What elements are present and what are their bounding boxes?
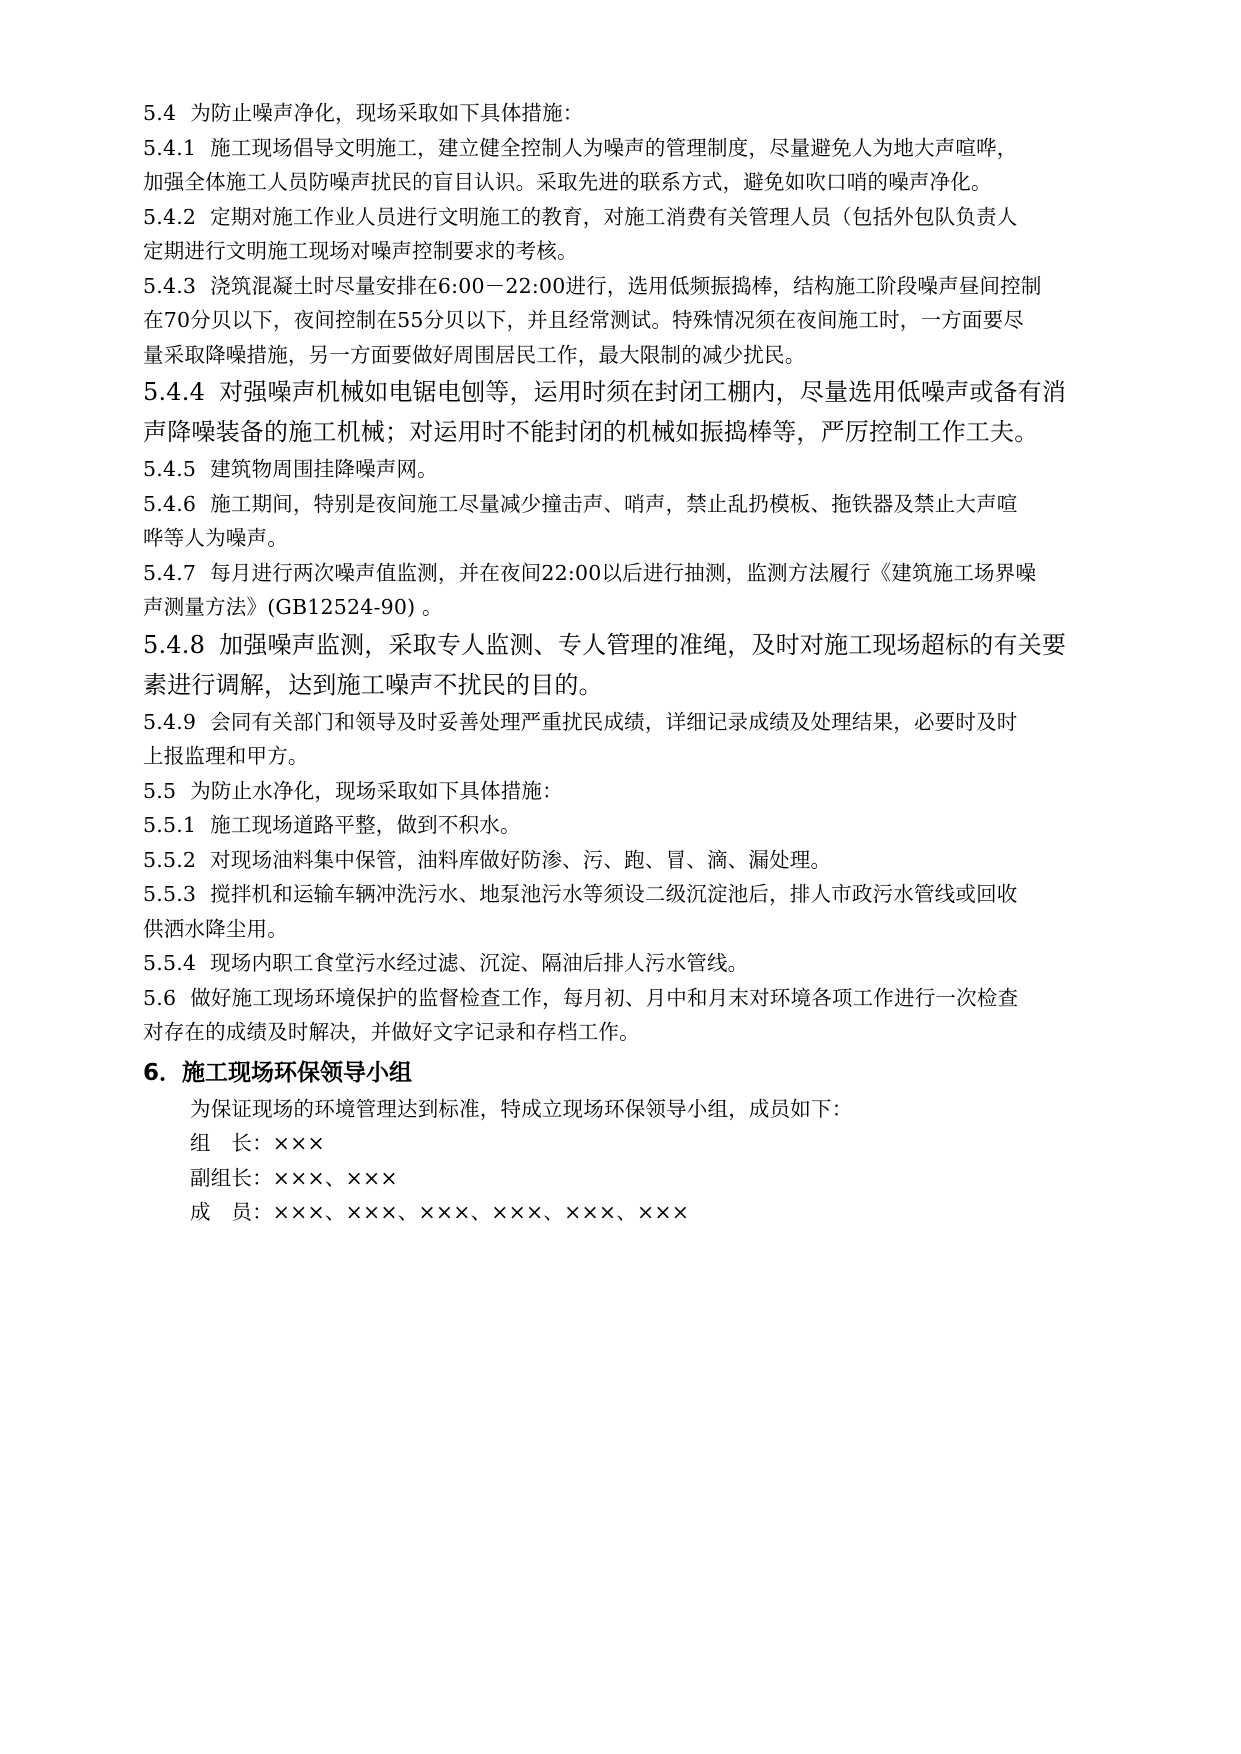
paragraph-5-5-2 bbox=[143, 843, 1195, 878]
paragraph-text: 加强噪声监测，采取专人监测、专人管理的准绳，及时对施工现场超标的有关要 bbox=[219, 630, 1067, 659]
paragraph-text: 会同有关部门和领导及时妥善处理严重扰民成绩，详细记录成绩及处理结果，必要时及时 bbox=[210, 709, 1018, 734]
paragraph-5-4-9 bbox=[143, 705, 1195, 774]
paragraph-5-4-1 bbox=[143, 131, 1195, 200]
paragraph-text: 每月进行两次噪声值监测，并在夜间22:00以后进行抽测，监测方法履行《建筑施工场界噪 bbox=[210, 560, 1037, 585]
deputy-leader: 副组长：×××、××× bbox=[190, 1165, 398, 1190]
section-number: 5.5 bbox=[143, 778, 177, 803]
paragraph-text: 加强全体施工人员防噪声扰民的盲目认识。采取先进的联系方式，避免如吹口哨的噪声净化。 bbox=[143, 170, 992, 194]
section-number: 5.4.9 bbox=[143, 709, 197, 734]
section-number: 5.4.2 bbox=[143, 204, 197, 229]
paragraph-text: 为防止水净化，现场采取如下具体措施： bbox=[190, 778, 563, 803]
section-number: 5.4.4 bbox=[143, 378, 206, 406]
section-6-body bbox=[143, 1092, 1195, 1230]
paragraph-text: 施工期间，特别是夜间施工尽量减少撞击声、哨声，禁止乱扔模板、拖铁器及禁止大声喧 bbox=[210, 491, 1018, 516]
section-number: 5.6 bbox=[143, 985, 177, 1010]
paragraph-text: 为防止噪声净化，现场采取如下具体措施： bbox=[190, 101, 584, 125]
paragraph-5-6 bbox=[143, 981, 1195, 1050]
group-leader: 组 长：××× bbox=[190, 1131, 325, 1155]
section-6-heading: 6．施工现场环保领导小组 bbox=[143, 1059, 413, 1086]
paragraph-text: 素进行调解，达到施工噪声不扰民的目的。 bbox=[143, 670, 603, 699]
section-number: 5.4 bbox=[143, 101, 177, 125]
paragraph-text: 上报监理和甲方。 bbox=[143, 744, 309, 768]
paragraph-text: 声测量方法》(GB12524-90) 。 bbox=[143, 595, 443, 619]
section-number: 5.4.1 bbox=[143, 135, 197, 160]
paragraph-text: 哗等人为噪声。 bbox=[143, 526, 288, 550]
section-number: 5.5.2 bbox=[143, 847, 197, 872]
paragraph-text: 施工现场道路平整，做到不积水。 bbox=[210, 813, 521, 837]
paragraph-5-5-3 bbox=[143, 877, 1195, 946]
paragraph-text: 浇筑混凝土时尽量安排在6:00－22:00进行，选用低频振捣棒，结构施工阶段噪声昼间控制 bbox=[210, 273, 1042, 298]
section-6-intro: 为保证现场的环境管理达到标准，特成立现场环保领导小组，成员如下： bbox=[190, 1096, 853, 1121]
paragraph-5-4-6 bbox=[143, 487, 1195, 556]
paragraph-text: 量采取降噪措施，另一方面要做好周围居民工作，最大限制的减少扰民。 bbox=[143, 342, 806, 367]
paragraph-5-4-8 bbox=[143, 625, 1195, 705]
section-number: 5.5.1 bbox=[143, 813, 197, 837]
paragraph-5-4-2 bbox=[143, 200, 1195, 269]
paragraph-5-4-5 bbox=[143, 452, 1195, 487]
paragraph-5-4 bbox=[143, 96, 1195, 131]
paragraph-text: 建筑物周围挂降噪声网。 bbox=[210, 457, 438, 481]
paragraph-text: 对存在的成绩及时解决，并做好文字记录和存档工作。 bbox=[143, 1020, 640, 1044]
paragraph-text: 现场内职工食堂污水经过滤、沉淀、隔油后排人污水管线。 bbox=[210, 951, 749, 975]
paragraph-text: 声降噪装备的施工机械；对运用时不能封闭的机械如振捣棒等，严厉控制工作工夫。 bbox=[143, 418, 1039, 446]
section-number: 5.4.6 bbox=[143, 491, 197, 516]
paragraph-5-4-7 bbox=[143, 556, 1195, 625]
paragraph-text: 做好施工现场环境保护的监督检查工作，每月初、月中和月末对环境各项工作进行一次检查 bbox=[190, 985, 1019, 1010]
paragraph-5-5 bbox=[143, 774, 1195, 809]
paragraph-5-5-1 bbox=[143, 808, 1195, 843]
section-number: 5.4.7 bbox=[143, 560, 197, 585]
paragraph-text: 对强噪声机械如电锯电刨等，运用时须在封闭工棚内，尽量选用低噪声或备有消 bbox=[219, 378, 1067, 406]
paragraph-text: 定期进行文明施工现场对噪声控制要求的考核。 bbox=[143, 239, 578, 263]
section-number: 5.5.4 bbox=[143, 951, 197, 975]
section-number: 5.4.5 bbox=[143, 457, 197, 481]
group-members: 成 员：×××、×××、×××、×××、×××、××× bbox=[190, 1200, 690, 1224]
section-number: 5.4.3 bbox=[143, 273, 197, 298]
paragraph-text: 定期对施工作业人员进行文明施工的教育，对施工消费有关管理人员（包括外包队负责人 bbox=[210, 204, 1018, 229]
paragraph-text: 对现场油料集中保管，油料库做好防渗、污、跑、冒、滴、漏处理。 bbox=[210, 847, 832, 872]
section-number: 5.4.8 bbox=[143, 630, 206, 659]
section-number: 5.5.3 bbox=[143, 882, 197, 906]
paragraph-text: 施工现场倡导文明施工，建立健全控制人为噪声的管理制度，尽量避免人为地大声喧哗， bbox=[210, 135, 1018, 160]
paragraph-5-4-4 bbox=[143, 372, 1195, 452]
paragraph-text: 搅拌机和运输车辆冲洗污水、地泵池污水等须设二级沉淀池后，排人市政污水管线或回收 bbox=[210, 882, 1018, 906]
paragraph-text: 供洒水降尘用。 bbox=[143, 916, 288, 941]
paragraph-5-4-3 bbox=[143, 269, 1195, 373]
paragraph-5-5-4 bbox=[143, 946, 1195, 981]
paragraph-text: 在70分贝以下，夜间控制在55分贝以下，并且经常测试。特殊情况须在夜间施工时，一方面要尽 bbox=[143, 308, 1024, 332]
